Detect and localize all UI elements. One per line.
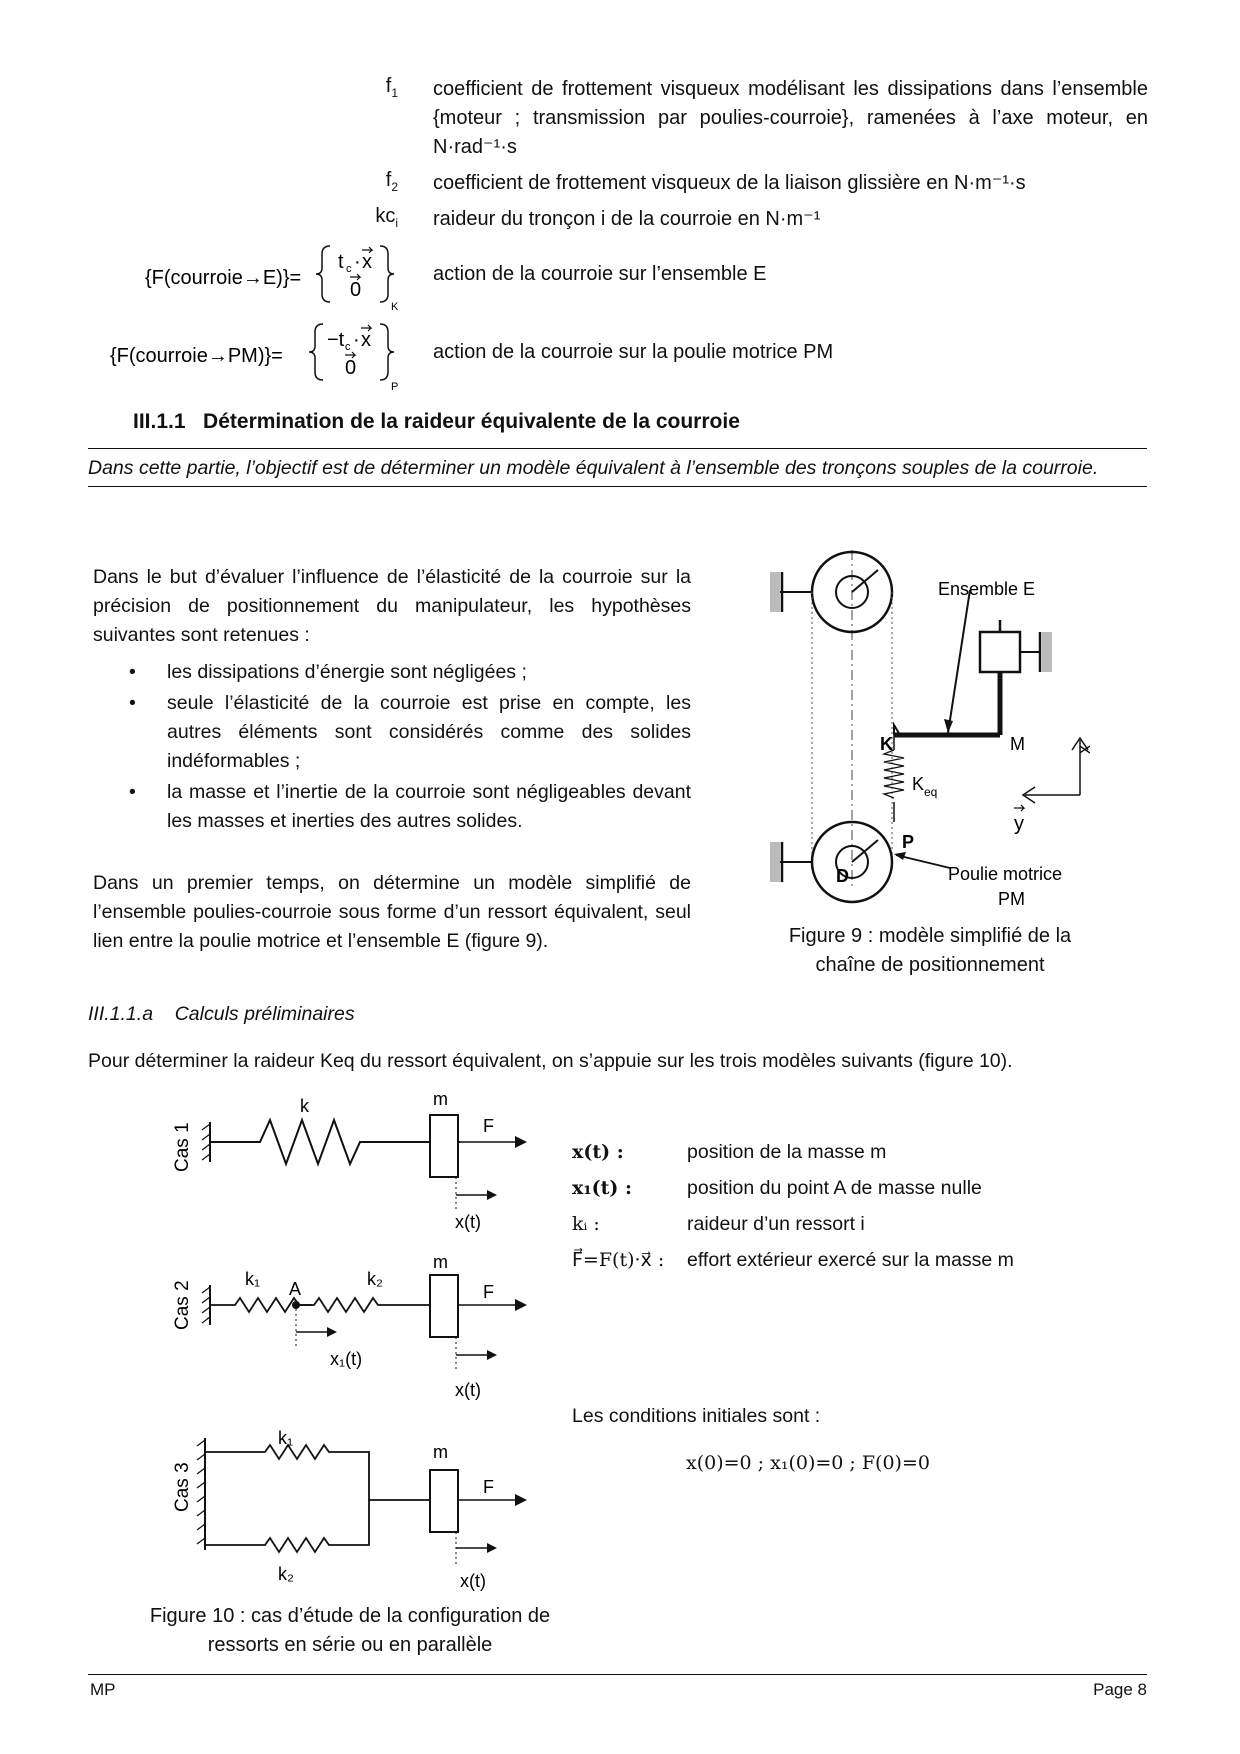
case3-label-k2: k₂ bbox=[278, 1564, 294, 1584]
legend-row bbox=[572, 1245, 1092, 1281]
subsection-text: Pour déterminer la raideur Keq du ressort équivalent, on s’appuie sur les trois modèles suivants (figure 10). bbox=[88, 1050, 1013, 1072]
case2-label-xt: x(t) bbox=[455, 1380, 481, 1400]
hypothesis-item: • les dissipations d’énergie sont négligées ; bbox=[93, 658, 691, 687]
hypotheses-list bbox=[93, 658, 691, 838]
case2-label-f: F bbox=[483, 1282, 494, 1302]
figure-9 bbox=[770, 550, 1100, 910]
subsection-heading bbox=[88, 1003, 355, 1026]
legend-description: raideur d’un ressort i bbox=[687, 1213, 865, 1235]
objective-box bbox=[88, 448, 1147, 487]
svg-text:·: · bbox=[354, 251, 361, 273]
case-2-label: Cas 2 bbox=[172, 1280, 193, 1330]
svg-text:−t: −t bbox=[327, 329, 345, 351]
label-keq-k: K bbox=[912, 774, 925, 794]
objective-text: Dans cette partie, l’objectif est de déterminer un modèle équivalent à l’ensemble des tronçons souples de la courroie. bbox=[88, 457, 1099, 479]
definition-f2: coefficient de frottement visqueux de la liaison glissière en N·m⁻¹·s bbox=[433, 172, 1026, 194]
case2-label-x1t: x₁(t) bbox=[330, 1349, 363, 1369]
hypothesis-item: • seule l’élasticité de la courroie est prise en compte, les autres éléments sont considérés comme des solides indéformables ; bbox=[93, 689, 691, 776]
svg-text:c: c bbox=[345, 341, 351, 353]
torsor-courroie-pm bbox=[105, 318, 400, 392]
case1-label-m: m bbox=[433, 1090, 448, 1109]
footer-left: MP bbox=[90, 1680, 116, 1699]
legend-description: position de la masse m bbox=[687, 1141, 887, 1163]
axis-x-label: x bbox=[1074, 745, 1094, 754]
svg-text:0: 0 bbox=[345, 357, 357, 379]
case3-label-m: m bbox=[433, 1442, 448, 1462]
case3-label-f: F bbox=[483, 1477, 494, 1497]
torsor-courroie-e bbox=[140, 240, 400, 312]
label-keq-eq: eq bbox=[924, 785, 938, 799]
case1-label-xt: x(t) bbox=[455, 1212, 481, 1232]
case3-label-k1: k₁ bbox=[278, 1428, 294, 1448]
svg-text:{F(courroie→E)}=: {F(courroie→E)}= bbox=[145, 267, 302, 289]
svg-text:K: K bbox=[391, 301, 399, 312]
label-k: K bbox=[880, 734, 893, 754]
label-m: M bbox=[1010, 734, 1025, 754]
label-pm: PM bbox=[998, 889, 1025, 909]
case-3-label: Cas 3 bbox=[172, 1462, 193, 1512]
svg-text:·: · bbox=[353, 329, 360, 351]
section-title: Détermination de la raideur équivalente de la courroie bbox=[203, 410, 740, 433]
footer-page-number: Page 8 bbox=[1093, 1680, 1147, 1699]
case2-label-k1: k₁ bbox=[245, 1269, 261, 1289]
svg-text:x: x bbox=[361, 329, 371, 351]
legend-symbol: x₁(t) : bbox=[572, 1177, 633, 1199]
definition-kci: raideur du tronçon i de la courroie en N·m⁻¹ bbox=[433, 208, 821, 230]
legend-row bbox=[572, 1137, 1092, 1173]
legend-row bbox=[572, 1173, 1092, 1209]
legend-description: position du point A de masse nulle bbox=[687, 1177, 982, 1199]
model-paragraph: Dans un premier temps, on détermine un modèle simplifié de l’ensemble poulies-courroie sous forme d’un ressort équivalent, seul lien entre la poulie motrice et l’ensemble E (figure 9). bbox=[93, 872, 691, 952]
label-d: D bbox=[836, 866, 849, 886]
definition-torsor-pm: action de la courroie sur la poulie motrice PM bbox=[433, 341, 834, 363]
case1-label-f: F bbox=[483, 1116, 494, 1136]
intro-paragraph: Dans le but d’évaluer l’influence de l’élasticité de la courroie sur la précision de positionnement du manipulateur, les hypothèses suivantes sont retenues : bbox=[93, 566, 691, 646]
case2-label-m: m bbox=[433, 1252, 448, 1272]
legend-symbol: kᵢ : bbox=[572, 1213, 600, 1235]
case1-label-k: k bbox=[300, 1096, 309, 1116]
case2-label-a: A bbox=[289, 1279, 302, 1299]
symbol-f2: $f_2$ bbox=[385, 169, 398, 194]
hypothesis-item: • la masse et l’inertie de la courroie sont négligeables devant les masses et inerties des autres solides. bbox=[93, 778, 691, 836]
section-number: III.1.1 bbox=[133, 410, 186, 433]
case2-label-k2: k₂ bbox=[367, 1269, 383, 1289]
legend-symbol: F⃗=F(t)·x⃗ : bbox=[572, 1249, 665, 1271]
subsection-title: Calculs préliminaires bbox=[174, 1003, 355, 1025]
case3-label-xt: x(t) bbox=[460, 1571, 486, 1591]
svg-text:c: c bbox=[346, 263, 352, 275]
figure-9-caption: Figure 9 : modèle simplifié de la chaîne de positionnement bbox=[788, 925, 1072, 976]
svg-text:0: 0 bbox=[350, 279, 362, 301]
svg-text:x: x bbox=[362, 251, 372, 273]
case-1-label: Cas 1 bbox=[172, 1122, 193, 1172]
figure-10 bbox=[165, 1090, 555, 1600]
legend-description: effort extérieur exercé sur la masse m bbox=[687, 1249, 1014, 1271]
definition-torsor-e: action de la courroie sur l’ensemble E bbox=[433, 263, 767, 285]
definition-f1: coefficient de frottement visqueux modélisant les dissipations dans l’ensemble {moteur ; transmission par poulies-courroie}, ramenées à l’axe moteur, en N·rad⁻¹·s bbox=[433, 78, 1148, 158]
variables-legend bbox=[572, 1137, 1092, 1281]
label-ensemble-e: Ensemble E bbox=[938, 579, 1036, 599]
subsection-number: III.1.1.a bbox=[88, 1003, 154, 1025]
footer-rule bbox=[88, 1674, 1147, 1675]
label-p: P bbox=[902, 832, 915, 852]
legend-symbol: x(t) : bbox=[572, 1141, 624, 1163]
svg-text:{F(courroie→PM)}=: {F(courroie→PM)}= bbox=[110, 345, 283, 367]
legend-row bbox=[572, 1209, 1092, 1245]
symbol-f1: $f_1$ bbox=[385, 75, 398, 100]
initial-conditions: x(0)=0 ; x₁(0)=0 ; F(0)=0 bbox=[686, 1452, 930, 1474]
initial-conditions-label: Les conditions initiales sont : bbox=[572, 1405, 821, 1427]
figure-10-caption: Figure 10 : cas d’étude de la configuration de ressorts en série ou en parallèle bbox=[149, 1605, 551, 1656]
section-heading bbox=[133, 410, 740, 434]
svg-text:P: P bbox=[391, 381, 399, 392]
symbol-kci: $kc_i$ bbox=[375, 205, 398, 230]
svg-text:t: t bbox=[338, 251, 344, 273]
axis-y-label: y bbox=[1014, 813, 1024, 835]
label-poulie-motrice: Poulie motrice bbox=[948, 864, 1063, 884]
